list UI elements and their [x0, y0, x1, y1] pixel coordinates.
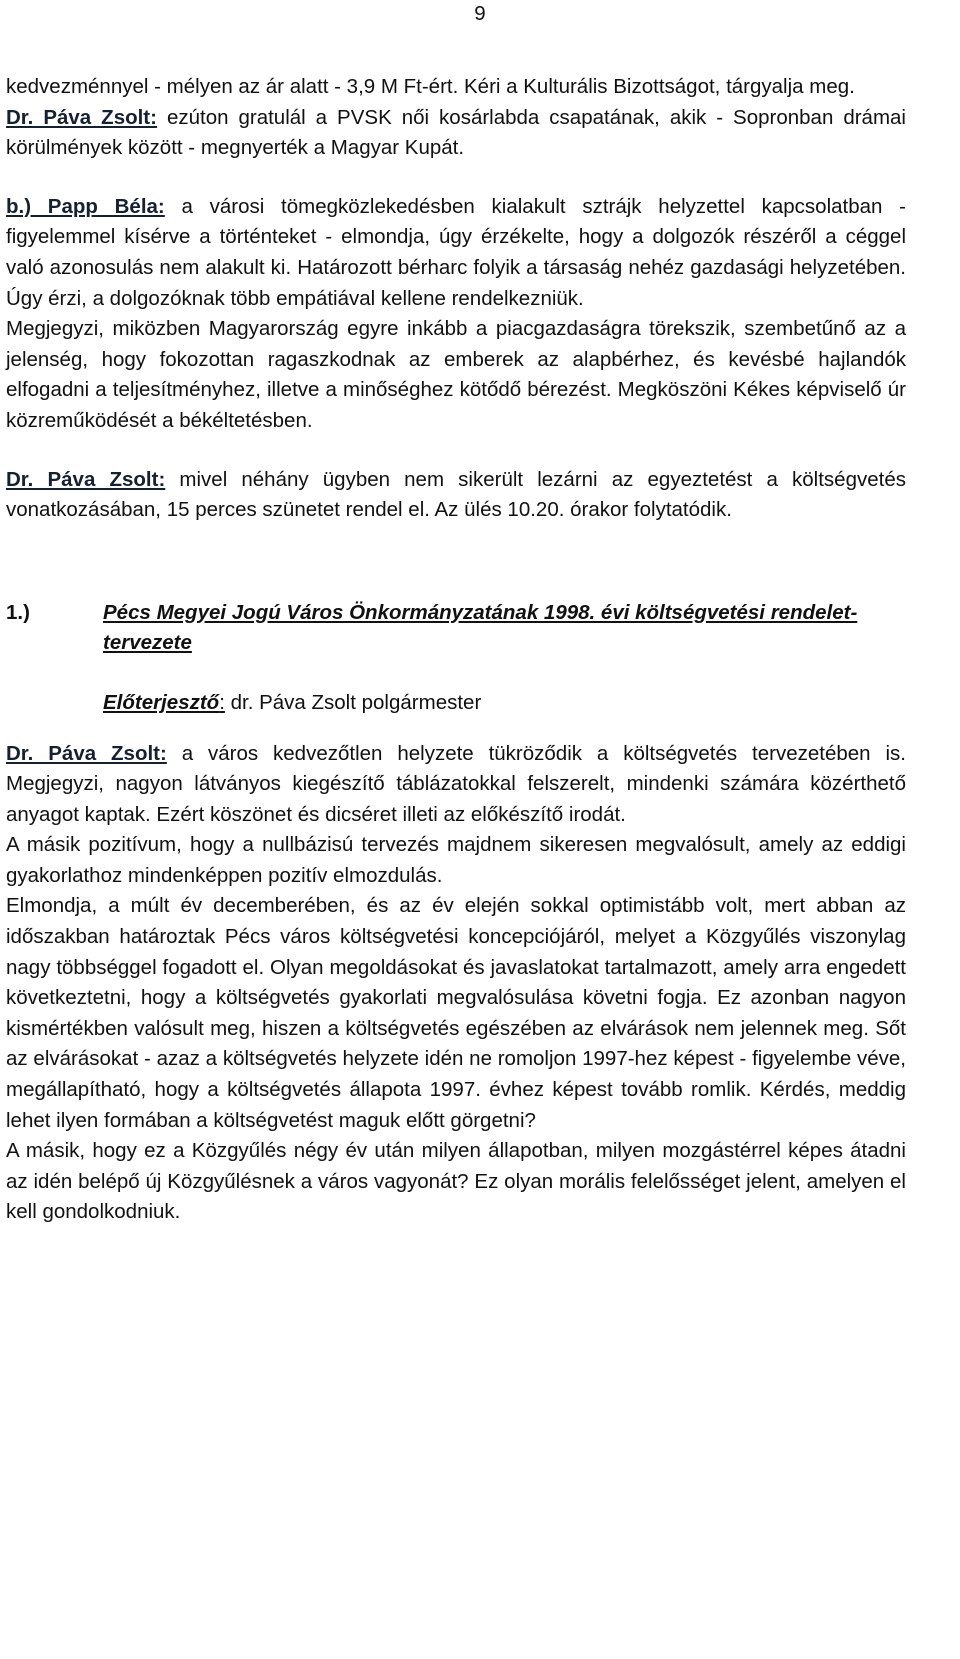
agenda-title: Pécs Megyei Jogú Város Önkormányzatának 1998. évi költségvetési rendelet-tervezete [103, 600, 858, 655]
agenda-heading [6, 598, 906, 659]
spacer [6, 437, 906, 465]
speaker-paragraph [6, 103, 906, 164]
paragraph-text: mivel néhány ügyben nem sikerült lezárni az egyeztetést a költségvetés vonatkozásában, 15 perces szünetet rendel el. Az ülés 10.20. órakor folytatódik. [6, 467, 906, 522]
presenter-label-text: Előterjesztő [103, 690, 220, 714]
paragraph: Elmondja, a múlt év decemberében, és az év elején sokkal optimistább volt, mert abban az időszakban határoztak Pécs város költségvetési koncepciójáról, melyet a Közgyűlés viszonylag nagy többséggel fogadott el. Olyan megoldásokat és javaslatokat tartalmazott, amely arra engedett következtetni, hogy a költségvetés gyakorlati megvalósulása követni fogja. Ez azonban nagyon kismértékben valósult meg, hiszen a költségvetés egészében az elvárások nem jelennek meg. Sőt az elvárásokat - azaz a költségvetés helyzete idén ne romoljon 1997-hez képest - figyelembe véve, megállapítható, hogy a költségvetés állapota 1997. évhez képest tovább romlik. Kérdés, meddig lehet ilyen formában a költségvetést maguk előtt görgetni? [6, 894, 906, 1132]
spacer [6, 526, 906, 598]
presenter-label [103, 691, 225, 714]
speaker-name: Dr. Páva Zsolt: [6, 741, 167, 765]
agenda-number: 1.) [6, 600, 30, 624]
paragraph: kedvezménnyel - mélyen az ár alatt - 3,9 M Ft-ért. Kéri a Kulturális Bizottságot, tárgyalja meg. [6, 75, 855, 98]
spacer [6, 164, 906, 192]
speaker-paragraph [6, 739, 906, 831]
speaker-name: b.) Papp Béla: [6, 194, 165, 218]
paragraph: Megjegyzi, miközben Magyarország egyre inkább a piacgazdaságra törekszik, szembetűnő az a jelenség, hogy fokozottan ragaszkodnak az emberek az alapbérhez, és kevésbé hajlandók elfogadni a teljesítményhez, illetve a minőséghez kötődő bérezést. Megköszöni Kékes képviselő úr közreműködését a békéltetésben. [6, 317, 906, 432]
speaker-name: Dr. Páva Zsolt: [6, 105, 157, 129]
presenter-colon: : [219, 690, 225, 714]
presenter-value: dr. Páva Zsolt polgármester [224, 690, 482, 714]
paragraph-text: a város kedvezőtlen helyzete tükröződik a költségvetés tervezetében is. Megjegyzi, nagyon látványos kiegészítő táblázatokkal felszerelt, mindenki számára közérthető anyagot kaptak. Ezért köszönet és dicséret illeti az előkészítő irodát. [6, 741, 906, 826]
page-number: 9 [474, 2, 486, 25]
presenter-line [103, 688, 906, 719]
document-body [6, 72, 906, 1228]
paragraph-text: a városi tömegközlekedésben kialakult sztrájk helyzettel kapcsolatban - figyelemmel kísérve a történteket - elmondja, úgy érzékelte, hogy a dolgozók részéről a céggel való azonosulás nem alakult ki. Határozott bérharc folyik a társaság nehéz gazdasági helyzetében. Úgy érzi, a dolgozóknak több empátiával kellene rendelkezniük. [6, 194, 906, 310]
speaker-paragraph [6, 192, 906, 314]
spacer [6, 719, 906, 739]
speaker-paragraph [6, 465, 906, 526]
paragraph-text: ezúton gratulál a PVSK női kosárlabda csapatának, akik - Sopronban drámai körülmények között - megnyerték a Magyar Kupát. [6, 105, 906, 160]
speaker-name: Dr. Páva Zsolt: [6, 467, 166, 491]
paragraph: A másik, hogy ez a Közgyűlés négy év után milyen állapotban, milyen mozgástérrel képes átadni az idén belépő új Közgyűlésnek a város vagyonát? Ez olyan morális felelősséget jelent, amelyen el kell gondolkodniuk. [6, 1139, 906, 1224]
paragraph: A másik pozitívum, hogy a nullbázisú tervezés majdnem sikeresen megvalósult, amely az eddigi gyakorlathoz mindenképpen pozitív elmozdulás. [6, 833, 906, 887]
